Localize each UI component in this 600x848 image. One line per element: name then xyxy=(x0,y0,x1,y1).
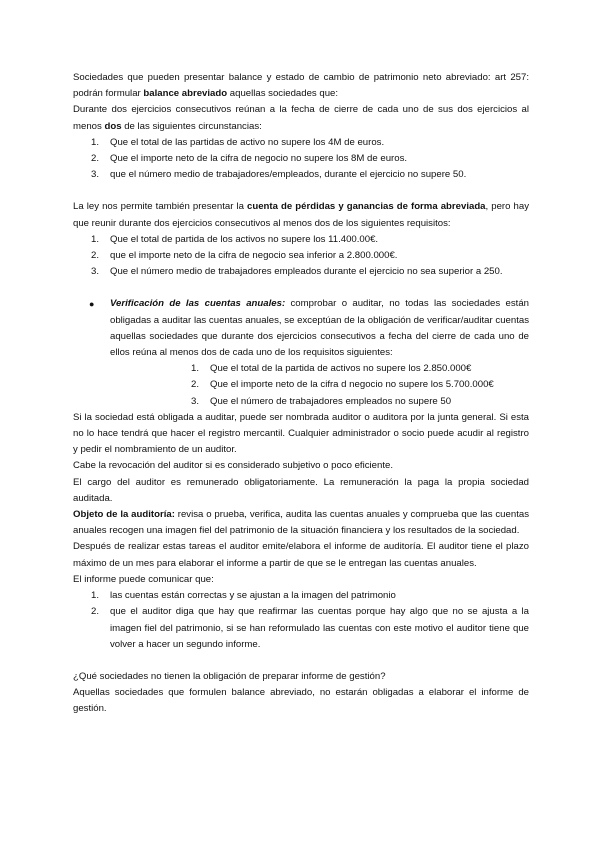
audit-requirements-list xyxy=(73,361,529,410)
management-report-question: ¿Qué sociedades no tienen la obligación de preparar informe de gestión? xyxy=(73,670,386,682)
list-item: 2. Que el importe neto de la cifra de negocio no supere los 8M de euros. xyxy=(91,153,408,165)
management-report-answer: Aquellas sociedades que formulen balance abreviado, no estarán obligadas a elaborar el informe de gestión. xyxy=(73,687,529,715)
balance-requirements-list xyxy=(73,135,529,184)
document-page xyxy=(73,70,529,718)
audit-object-paragraph: Objeto de la auditoría: revisa o prueba, verifica, audita las cuentas anuales y comprueba que las cuentas anuales recogen una imagen fiel del patrimonio de la situación financiera y los resultados de la sociedad. xyxy=(73,509,529,537)
list-item xyxy=(73,296,529,409)
intro-paragraph: Sociedades que pueden presentar balance y estado de cambio de patrimonio neto abreviado: art 257: podrán formular balance abreviado aquellas sociedades que: xyxy=(73,72,529,100)
auditor-revocation-paragraph: Cabe la revocación del auditor si es considerado subjetivo o poco eficiente. xyxy=(73,460,393,472)
list-item: 3. Que el número de trabajadores empleados no supere 50 xyxy=(191,395,452,407)
list-item: 1. las cuentas están correctas y se ajustan a la imagen del patrimonio xyxy=(91,590,396,602)
audit-report-paragraph: Después de realizar estas tareas el auditor emite/elabora el informe de auditoría. El auditor tiene el plazo máximo de un mes para elaborar el informe a partir de que se le entregan las cuentas anuales. xyxy=(73,541,529,569)
pyg-requirements-list xyxy=(73,232,529,281)
report-outcomes-list xyxy=(73,588,529,653)
circumstances-paragraph: Durante dos ejercicios consecutivos reúnan a la fecha de cierre de cada uno de sus dos ejercicios al menos dos de las siguientes circunstancias: xyxy=(73,104,529,132)
list-item: 2. que el importe neto de la cifra de negocio sea inferior a 2.800.000€. xyxy=(91,250,398,262)
auditor-remuneration-paragraph: El cargo del auditor es remunerado obligatoriamente. La remuneración la paga la propia sociedad auditada. xyxy=(73,476,529,504)
pyg-paragraph: La ley nos permite también presentar la cuenta de pérdidas y ganancias de forma abreviada, pero hay que reunir durante dos ejercicios consecutivos al menos dos de los siguientes requisitos: xyxy=(73,201,529,229)
list-item: 3. Que el número medio de trabajadores empleados durante el ejercicio no sea superior a 250. xyxy=(91,266,503,278)
list-item: 1. Que el total de las partidas de activo no supere los 4M de euros. xyxy=(91,136,385,148)
list-item: 2. Que el importe neto de la cifra d negocio no supere los 5.700.000€ xyxy=(191,379,494,391)
bullet-icon: ● xyxy=(89,299,95,310)
auditor-appointment-paragraph: Si la sociedad está obligada a auditar, puede ser nombrada auditor o auditora por la junta general. Si esta no lo hace tendrá que hacer el registro mercantil. Cualquier administrador o socio puede acudir al registro y pedir el nombramiento de un auditor. xyxy=(73,411,529,456)
list-item: 3. que el número medio de trabajadores/empleados, durante el ejercicio no supere 50. xyxy=(91,169,467,181)
list-item: 1. Que el total de partida de los activos no supere los 11.400.00€. xyxy=(91,233,379,245)
verification-paragraph: Verificación de las cuentas anuales: comprobar o auditar, no todas las sociedades están obligadas a auditar las cuentas anuales, se exceptúan de la obligación de verificar/auditar cuentas aquellas sociedades que durante dos ejercicios consecutivos a fecha del cierre de cada uno de ellos reúna al menos dos de cada uno de los requisitos siguientes: xyxy=(110,298,529,359)
list-item: 1. Que el total de la partida de activos no supere los 2.850.000€ xyxy=(191,363,472,375)
verification-bullet-list xyxy=(73,296,529,409)
list-item: 2. que el auditor diga que hay que reafirmar las cuentas porque hay algo que no se ajusta a la imagen fiel del patrimonio, si se han reformulado las cuentas con este motivo el auditor tiene que volver a hacer un segundo informe. xyxy=(91,606,529,650)
report-intro-paragraph: El informe puede comunicar que: xyxy=(73,573,214,585)
